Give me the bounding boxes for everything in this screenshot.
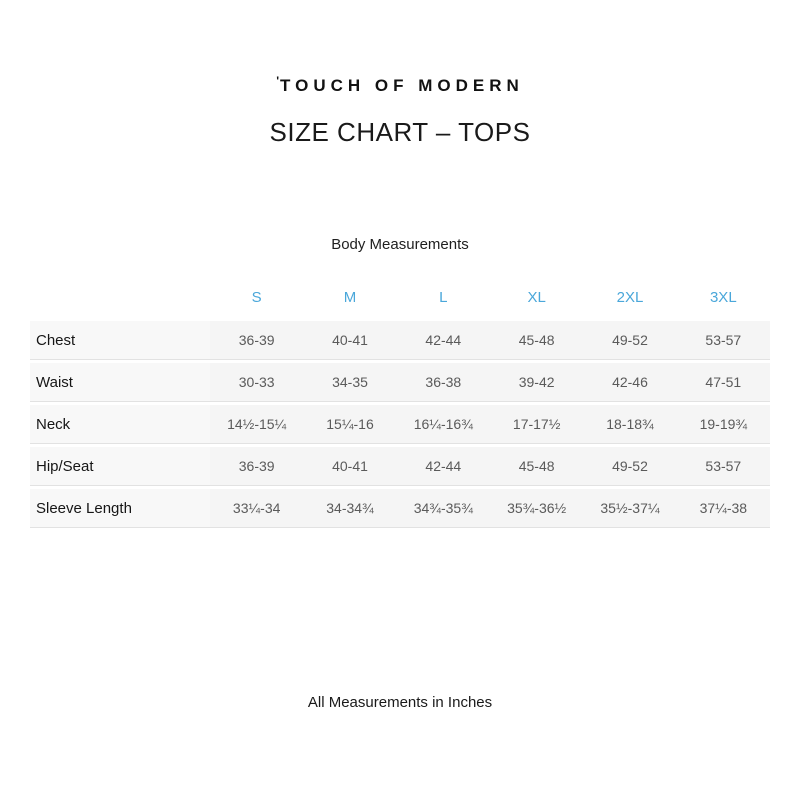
table-row-waist — [30, 363, 770, 402]
brand-logo-text: TOUCH OF MODERN — [280, 76, 524, 95]
size-header-empty — [30, 281, 210, 318]
size-header-s: S — [210, 281, 303, 318]
cell-neck-m: 15¼-16 — [303, 405, 396, 444]
row-label-neck: Neck — [30, 405, 210, 444]
cell-sleeve-length-m: 34-34¾ — [303, 489, 396, 528]
cell-waist-2xl: 42-46 — [583, 363, 676, 402]
row-label-hip-seat: Hip/Seat — [30, 447, 210, 486]
cell-waist-l: 36-38 — [397, 363, 490, 402]
cell-sleeve-length-l: 34¾-35¾ — [397, 489, 490, 528]
size-header-2xl: 2XL — [583, 281, 676, 318]
row-label-chest: Chest — [30, 321, 210, 360]
size-header-row — [30, 281, 770, 318]
size-header-m: M — [303, 281, 396, 318]
cell-sleeve-length-2xl: 35½-37¼ — [583, 489, 676, 528]
section-title: Body Measurements — [331, 236, 469, 253]
cell-chest-xl: 45-48 — [490, 321, 583, 360]
cell-hip-seat-m: 40-41 — [303, 447, 396, 486]
table-row-neck — [30, 405, 770, 444]
cell-neck-l: 16¼-16¾ — [397, 405, 490, 444]
row-label-sleeve-length: Sleeve Length — [30, 489, 210, 528]
size-header-l: L — [397, 281, 490, 318]
cell-sleeve-length-xl: 35¾-36½ — [490, 489, 583, 528]
table-row-sleeve-length — [30, 489, 770, 528]
brand-logo — [0, 74, 800, 96]
cell-neck-3xl: 19-19¾ — [677, 405, 770, 444]
cell-neck-2xl: 18-18¾ — [583, 405, 676, 444]
cell-chest-3xl: 53-57 — [677, 321, 770, 360]
size-table — [30, 278, 770, 531]
cell-chest-2xl: 49-52 — [583, 321, 676, 360]
cell-sleeve-length-3xl: 37¼-38 — [677, 489, 770, 528]
cell-hip-seat-s: 36-39 — [210, 447, 303, 486]
cell-neck-xl: 17-17½ — [490, 405, 583, 444]
cell-chest-m: 40-41 — [303, 321, 396, 360]
table-row-chest — [30, 321, 770, 360]
size-header-3xl: 3XL — [677, 281, 770, 318]
table-row-hip-seat — [30, 447, 770, 486]
page-title: SIZE CHART – TOPS — [269, 117, 531, 147]
cell-chest-l: 42-44 — [397, 321, 490, 360]
row-label-waist: Waist — [30, 363, 210, 402]
size-header-xl: XL — [490, 281, 583, 318]
cell-sleeve-length-s: 33¼-34 — [210, 489, 303, 528]
cell-hip-seat-2xl: 49-52 — [583, 447, 676, 486]
cell-waist-xl: 39-42 — [490, 363, 583, 402]
cell-chest-s: 36-39 — [210, 321, 303, 360]
footer-note: All Measurements in Inches — [307, 694, 493, 711]
cell-waist-s: 30-33 — [210, 363, 303, 402]
cell-hip-seat-xl: 45-48 — [490, 447, 583, 486]
cell-hip-seat-l: 42-44 — [397, 447, 490, 486]
cell-hip-seat-3xl: 53-57 — [677, 447, 770, 486]
brand-logo-mark: ' — [276, 74, 281, 88]
cell-neck-s: 14½-15¼ — [210, 405, 303, 444]
cell-waist-m: 34-35 — [303, 363, 396, 402]
cell-waist-3xl: 47-51 — [677, 363, 770, 402]
